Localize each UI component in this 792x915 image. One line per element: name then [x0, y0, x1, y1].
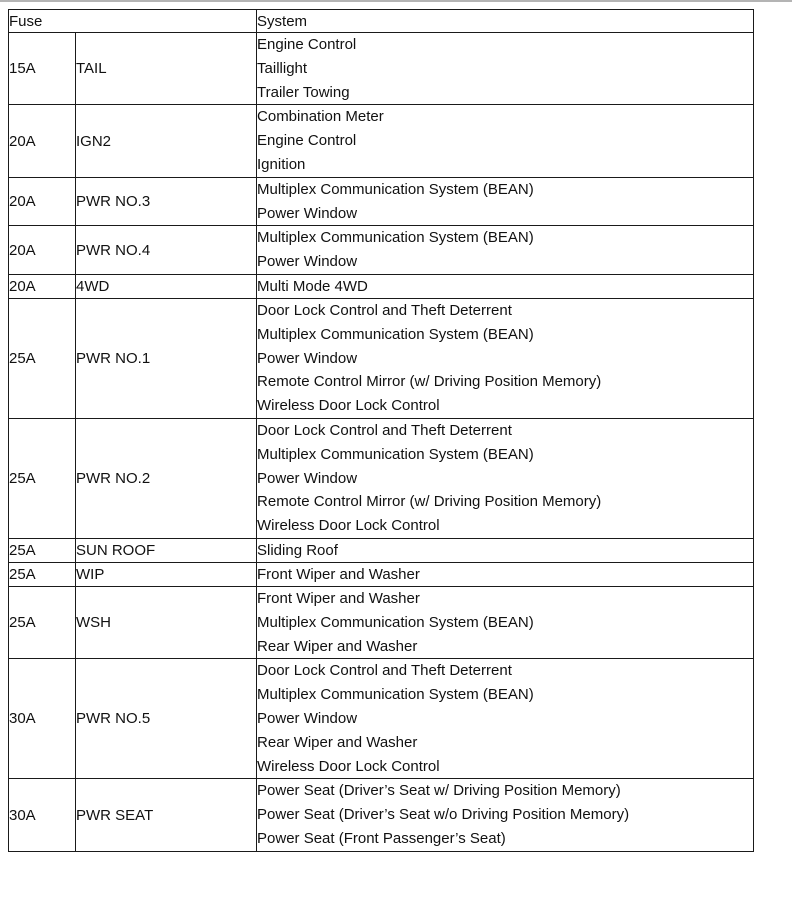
system-item: Remote Control Mirror (w/ Driving Position Memory)	[257, 493, 602, 511]
system-item: Multiplex Communication System (BEAN)	[257, 613, 534, 631]
system-list	[257, 659, 754, 779]
system-list	[257, 562, 754, 586]
system-item: Front Wiper and Washer	[257, 589, 420, 607]
fuse-amperage: 25A	[9, 586, 76, 658]
system-item: Trailer Towing	[257, 83, 350, 101]
system-item: Multiplex Communication System (BEAN)	[257, 180, 534, 198]
table-body	[9, 33, 754, 852]
system-item: Rear Wiper and Washer	[257, 733, 418, 751]
fuse-amperage: 15A	[9, 33, 76, 105]
system-item: Wireless Door Lock Control	[257, 397, 440, 415]
table-row	[9, 105, 754, 177]
system-item: Multiplex Communication System (BEAN)	[257, 686, 534, 704]
fuse-amperage: 25A	[9, 538, 76, 562]
system-item: Door Lock Control and Theft Deterrent	[257, 301, 512, 319]
table-row	[9, 779, 754, 851]
fuse-name: PWR NO.4	[76, 226, 257, 275]
fuse-name: PWR NO.2	[76, 418, 257, 538]
table-row	[9, 177, 754, 226]
table-row	[9, 274, 754, 298]
system-item: Door Lock Control and Theft Deterrent	[257, 421, 512, 439]
system-item: Multiplex Communication System (BEAN)	[257, 325, 534, 343]
system-list	[257, 538, 754, 562]
table-row	[9, 33, 754, 105]
system-item: Taillight	[257, 59, 308, 77]
system-list	[257, 586, 754, 658]
system-item: Door Lock Control and Theft Deterrent	[257, 662, 512, 680]
system-item: Rear Wiper and Washer	[257, 637, 418, 655]
system-item: Power Window	[257, 253, 358, 271]
system-list	[257, 274, 754, 298]
system-item: Power Seat (Front Passenger’s Seat)	[257, 829, 506, 847]
fuse-name: IGN2	[76, 105, 257, 177]
header-row	[9, 10, 754, 33]
system-list	[257, 177, 754, 226]
system-item: Remote Control Mirror (w/ Driving Position Memory)	[257, 373, 602, 391]
fuse-amperage: 30A	[9, 779, 76, 851]
fuse-amperage: 20A	[9, 105, 76, 177]
fuse-amperage: 20A	[9, 226, 76, 275]
system-item: Sliding Roof	[257, 541, 338, 559]
system-item: Wireless Door Lock Control	[257, 517, 440, 535]
system-item: Multiplex Communication System (BEAN)	[257, 445, 534, 463]
fuse-name: PWR SEAT	[76, 779, 257, 851]
system-item: Power Window	[257, 204, 358, 222]
system-item: Power Seat (Driver’s Seat w/o Driving Position Memory)	[257, 806, 630, 824]
fuse-table	[8, 9, 754, 852]
system-list	[257, 298, 754, 418]
system-item: Multiplex Communication System (BEAN)	[257, 229, 534, 247]
table-row	[9, 226, 754, 275]
table-row	[9, 562, 754, 586]
fuse-name: WSH	[76, 586, 257, 658]
fuse-amperage: 20A	[9, 177, 76, 226]
system-item: Combination Meter	[257, 108, 384, 126]
fuse-name: WIP	[76, 562, 257, 586]
table-row	[9, 418, 754, 538]
fuse-name: PWR NO.3	[76, 177, 257, 226]
system-list	[257, 33, 754, 105]
table-row	[9, 298, 754, 418]
header-system: System	[257, 10, 754, 33]
top-divider	[0, 0, 792, 2]
system-item: Power Window	[257, 469, 358, 487]
fuse-amperage: 25A	[9, 418, 76, 538]
system-list	[257, 226, 754, 275]
fuse-name: PWR NO.1	[76, 298, 257, 418]
table-row	[9, 538, 754, 562]
system-item: Power Window	[257, 349, 358, 367]
table-row	[9, 586, 754, 658]
fuse-name: 4WD	[76, 274, 257, 298]
system-item: Front Wiper and Washer	[257, 565, 420, 583]
system-item: Engine Control	[257, 132, 357, 150]
fuse-amperage: 20A	[9, 274, 76, 298]
fuse-name: SUN ROOF	[76, 538, 257, 562]
system-item: Engine Control	[257, 36, 357, 53]
fuse-amperage: 30A	[9, 659, 76, 779]
system-item: Ignition	[257, 155, 306, 173]
fuse-amperage: 25A	[9, 562, 76, 586]
system-item: Power Seat (Driver’s Seat w/ Driving Position Memory)	[257, 782, 621, 800]
fuse-name: TAIL	[76, 33, 257, 105]
system-list	[257, 418, 754, 538]
fuse-name: PWR NO.5	[76, 659, 257, 779]
system-list	[257, 105, 754, 177]
fuse-amperage: 25A	[9, 298, 76, 418]
header-fuse: Fuse	[9, 10, 257, 33]
system-item: Multi Mode 4WD	[257, 277, 368, 295]
table-row	[9, 659, 754, 779]
system-item: Power Window	[257, 709, 358, 727]
system-list	[257, 779, 754, 851]
system-item: Wireless Door Lock Control	[257, 757, 440, 775]
